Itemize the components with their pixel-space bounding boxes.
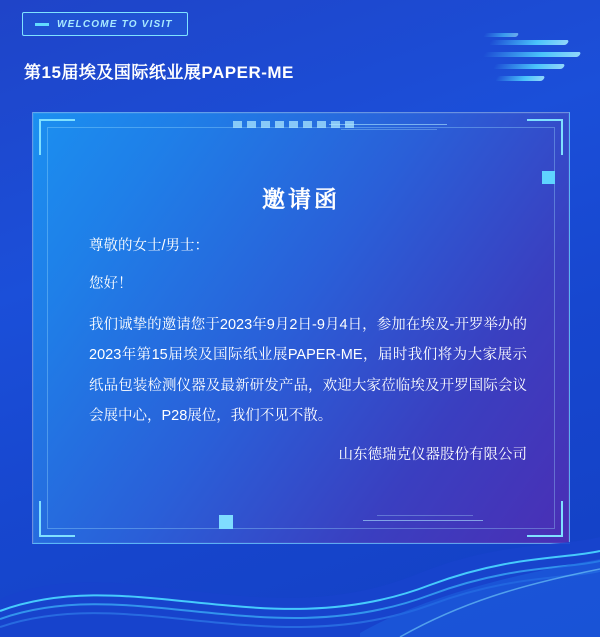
card-title: 邀请函 [262,186,340,212]
square-accent-bottom [219,515,233,529]
corner-accent-bottom-left [39,501,75,537]
ribbon-bar-icon [35,23,49,26]
salutation-text: 尊敬的女士/男士： [89,238,210,254]
light-streaks-decoration [410,30,590,100]
hairline-top [329,124,447,125]
corner-accent-top-left [39,119,75,155]
invitation-card [32,112,570,544]
dot-strip-decoration [233,121,354,128]
card-body [89,231,527,432]
company-signature: 山东德瑞克仪器股份有限公司 [338,447,527,463]
hairline-bottom-secondary [377,515,473,516]
hairline-top-secondary [341,129,437,130]
welcome-ribbon [22,12,188,36]
invitation-paragraph: 我们诚挚的邀请您于2023年9月2日-9月4日，参加在埃及-开罗举办的2023年第15届埃及国际纸业展PAPER-ME，届时我们将为大家展示纸品包装检测仪器及最新研发产品，欢迎大家莅临埃及开罗国际会议会展中心，P28展位，我们不见不散。 [89,316,527,425]
corner-accent-bottom-right [527,501,563,537]
corner-accent-top-right [527,119,563,155]
welcome-ribbon-label: WELCOME TO VISIT [57,18,173,30]
hairline-bottom [363,520,483,521]
greeting-text: 您好！ [89,276,133,293]
page-title: 第15届埃及国际纸业展PAPER-ME [24,63,294,82]
